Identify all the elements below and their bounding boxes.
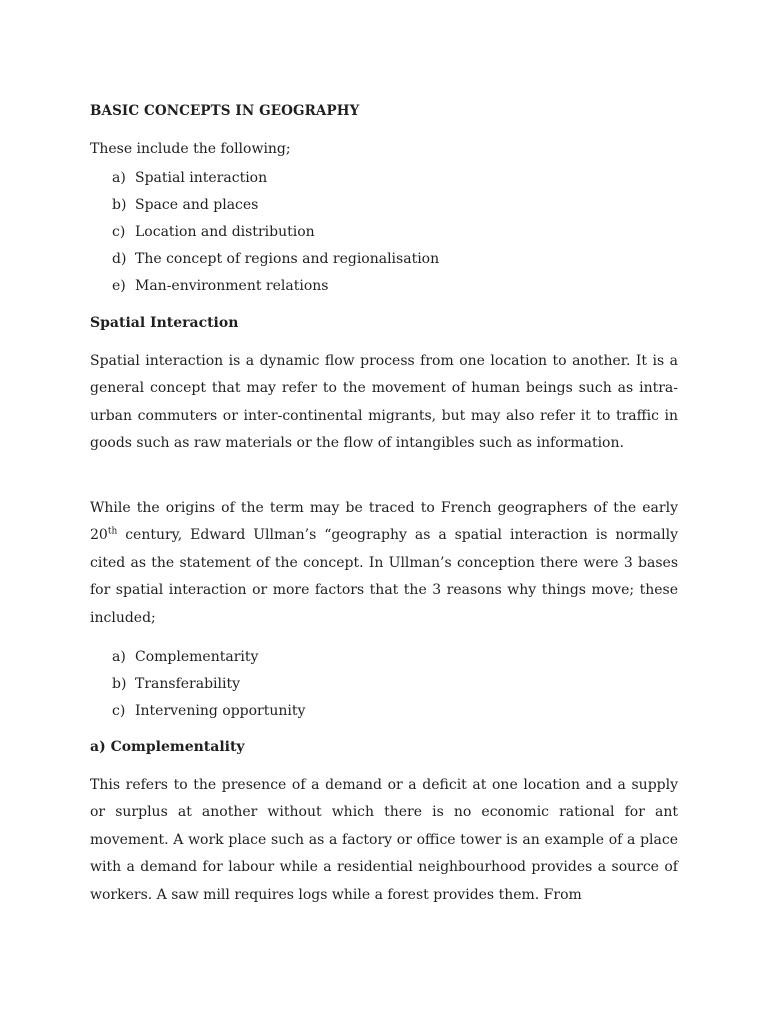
list-marker: b)	[112, 676, 127, 692]
list-item-text: The concept of regions and regionalisation	[135, 251, 440, 267]
list-item	[112, 674, 305, 701]
ordinal-superscript: th	[107, 526, 118, 537]
list-item	[112, 647, 305, 674]
section-heading-complementality: a) Complementality	[90, 739, 245, 755]
list-marker: a)	[112, 170, 126, 186]
paragraph-spatial-interaction: Spatial interaction is a dynamic flow process from one location to another. It is a general concept that may refer to the movement of human beings such as intra-urban commuters or inter-continental migrants, but may also refer it to traffic in goods such as raw materials or the flow of intangibles such as information.	[90, 353, 678, 452]
list-item-text: Location and distribution	[135, 224, 315, 240]
list-item	[112, 195, 439, 222]
list-item-text: Space and places	[135, 197, 259, 213]
list-marker: c)	[112, 224, 126, 240]
list-item-text: Spatial interaction	[135, 170, 268, 186]
list-item-text: Man-environment relations	[135, 278, 329, 294]
list-item	[112, 701, 305, 728]
list-marker: a)	[112, 649, 126, 665]
list-item	[112, 168, 439, 195]
section-heading-spatial-interaction: Spatial Interaction	[90, 315, 239, 331]
intro-text: These include the following;	[90, 141, 291, 157]
paragraph-origins	[90, 495, 678, 632]
list-marker: d)	[112, 251, 127, 267]
list-item	[112, 249, 439, 276]
paragraph-origins-text-1: While the origins of the term may be traced to French geographers of the early 20	[90, 500, 678, 544]
list-item	[112, 222, 439, 249]
list-item	[112, 276, 439, 303]
paragraph-complementality: This refers to the presence of a demand or a deficit at one location and a supply or surplus at another without which there is no economic rational for ant movement. A work place such as a factory or office tower is an example of a place with a demand for labour while a residential neighbourhood provides a source of workers. A saw mill requires logs while a forest provides them. From	[90, 777, 678, 903]
list-marker: e)	[112, 278, 126, 294]
list-item-text: Transferability	[135, 676, 241, 692]
list-item-text: Complementarity	[135, 649, 259, 665]
bases-list	[112, 647, 305, 728]
list-marker: b)	[112, 197, 127, 213]
concepts-list	[112, 168, 439, 303]
document-title: BASIC CONCEPTS IN GEOGRAPHY	[90, 103, 360, 119]
list-item-text: Intervening opportunity	[135, 703, 306, 719]
paragraph-origins-text-2: century, Edward Ullman’s “geography as a spatial interaction is normally cited as the statement of the concept. In Ullman’s conception there were 3 bases for spatial interaction or more factors that the 3 reasons why things move; these included;	[90, 527, 678, 626]
list-marker: c)	[112, 703, 126, 719]
